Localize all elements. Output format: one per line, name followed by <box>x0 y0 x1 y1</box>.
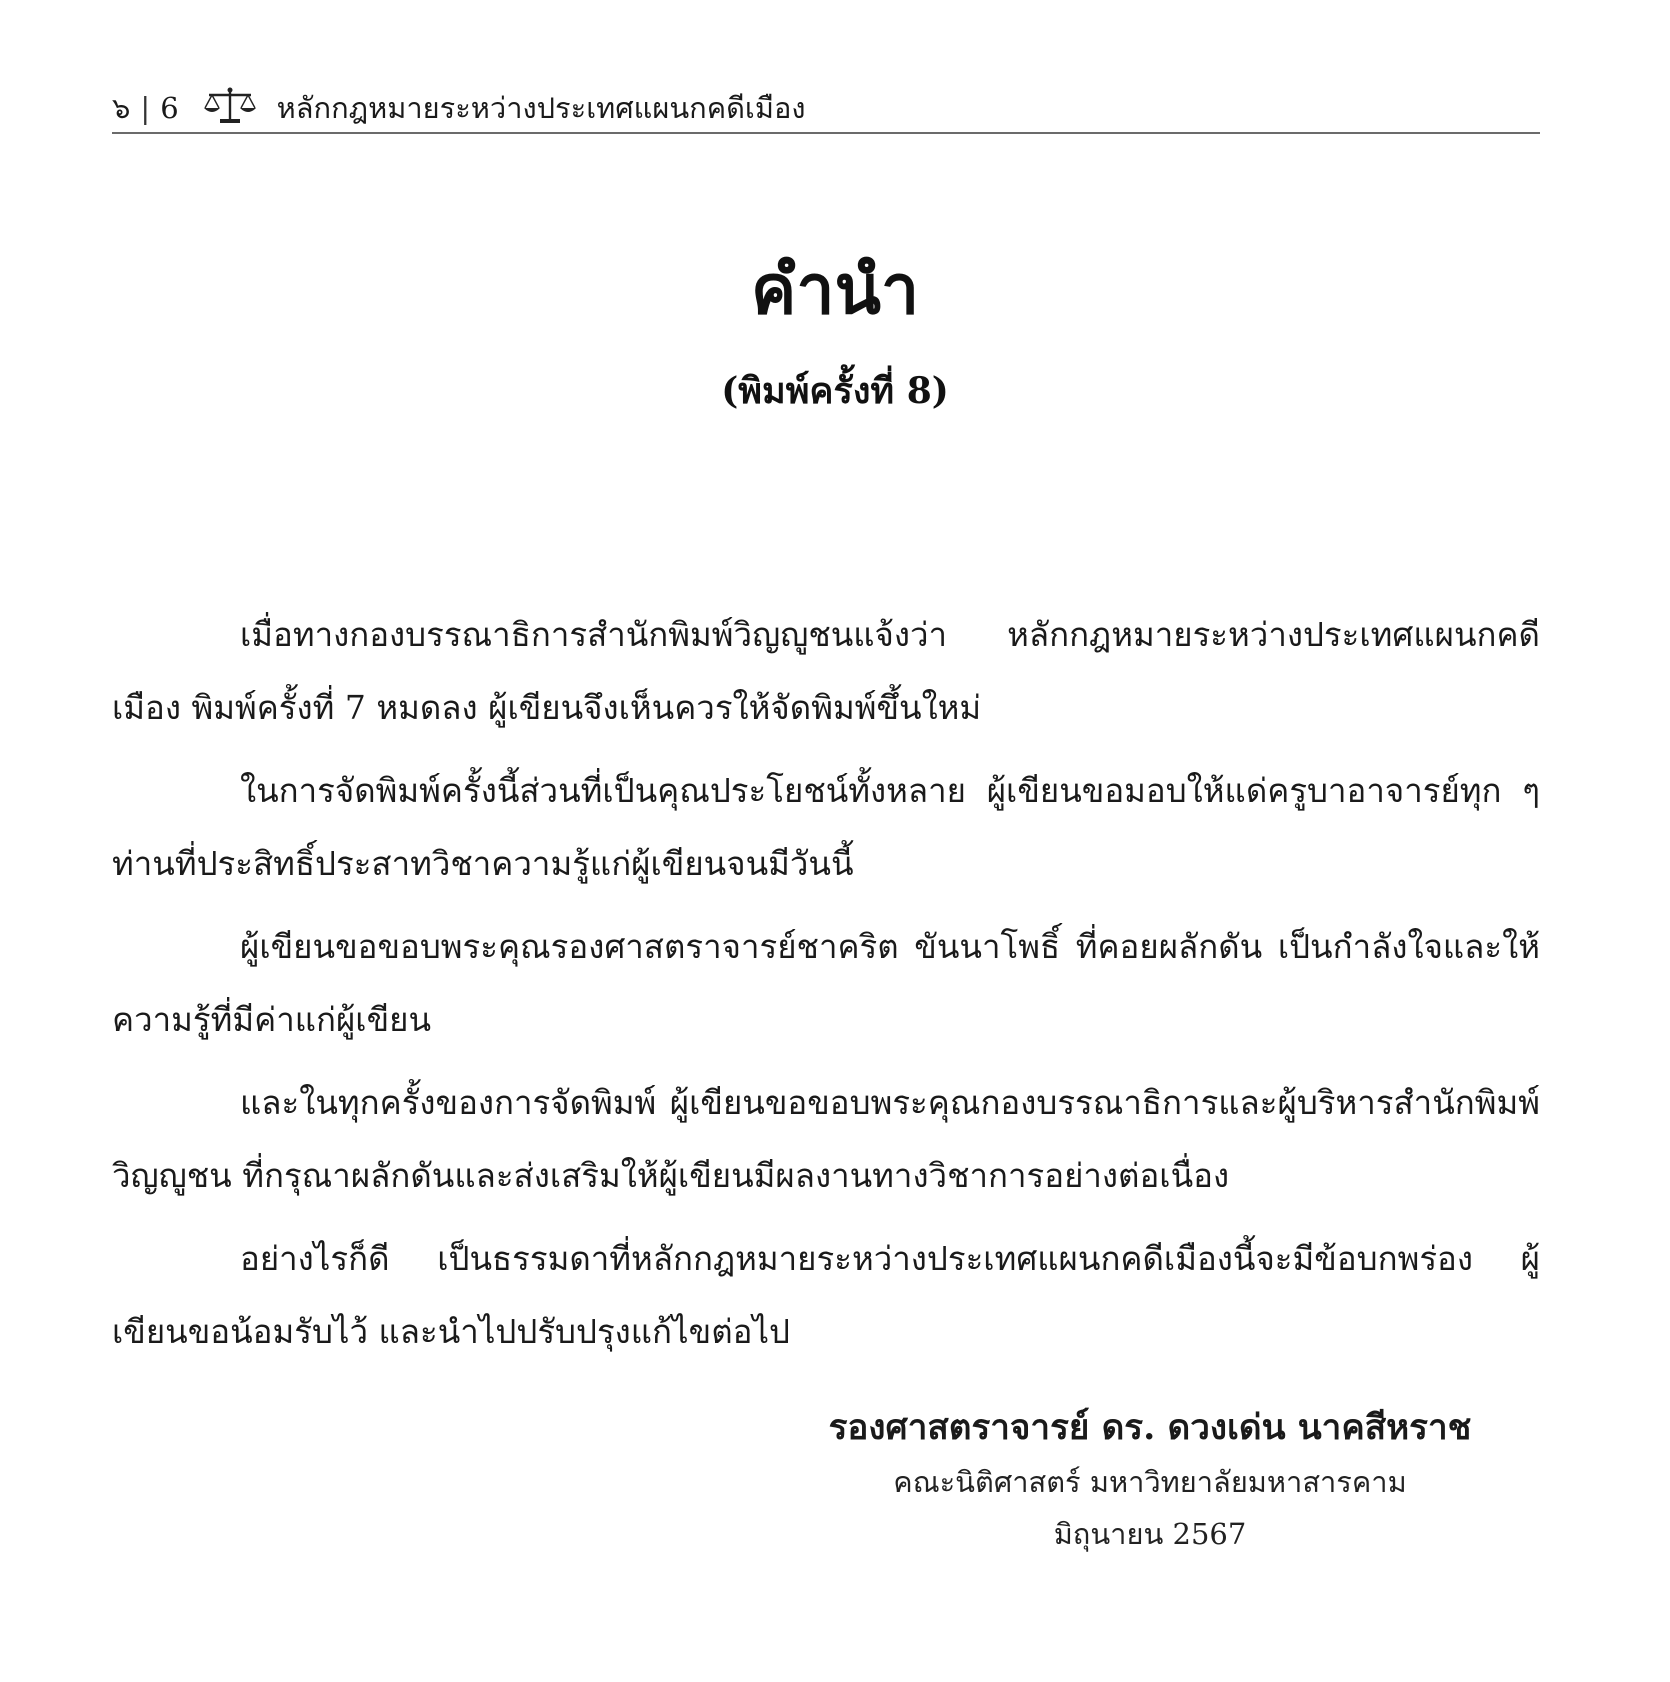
paragraph: ผู้เขียนขอขอบพระคุณรองศาสตราจารย์ชาคริต ขันนาโพธิ์ ที่คอยผลักดัน เป็นกำลังใจและให้ความรู้ที่มีค่าแก่ผู้เขียน <box>112 927 1540 1039</box>
page-number-arabic: 6 <box>160 91 179 125</box>
author-affiliation: คณะนิติศาสตร์ มหาวิทยาลัยมหาสารคาม <box>893 1465 1407 1499</box>
page-subtitle: (พิมพ์ครั้งที่ 8) <box>721 370 949 412</box>
author-signature <box>810 1400 1490 1560</box>
page-number <box>112 90 179 126</box>
scales-of-justice-icon <box>201 86 259 126</box>
paragraph: และในทุกครั้งของการจัดพิมพ์ ผู้เขียนขอขอบพระคุณกองบรรณาธิการและผู้บริหารสำนักพิมพ์วิญญูชน ที่กรุณาผลักดันและส่งเสริมให้ผู้เขียนมีผลงานทางวิชาการอย่างต่อเนื่อง <box>112 1083 1540 1195</box>
running-title: หลักกฎหมายระหว่างประเทศแผนกคดีเมือง <box>276 91 806 125</box>
page-title: คำนำ <box>750 250 920 330</box>
signature-date: มิถุนายน 2567 <box>1053 1517 1247 1551</box>
author-name: รองศาสตราจารย์ ดร. ดวงเด่น นาคสีหราช <box>828 1407 1472 1448</box>
paragraph: อย่างไรก็ดี เป็นธรรมดาที่หลักกฎหมายระหว่างประเทศแผนกคดีเมืองนี้จะมีข้อบกพร่อง ผู้เขียนขอน้อมรับไว้ และนำไปปรับปรุงแก้ไขต่อไป <box>112 1239 1540 1351</box>
running-header <box>112 88 1540 134</box>
paragraph: เมื่อทางกองบรรณาธิการสำนักพิมพ์วิญญูชนแจ้งว่า หลักกฎหมายระหว่างประเทศแผนกคดีเมือง พิมพ์ครั้งที่ 7 หมดลง ผู้เขียนจึงเห็นควรให้จัดพิมพ์ขึ้นใหม่ <box>112 615 1540 727</box>
paragraph: ในการจัดพิมพ์ครั้งนี้ส่วนที่เป็นคุณประโยชน์ทั้งหลาย ผู้เขียนขอมอบให้แด่ครูบาอาจารย์ทุก ๆ ท่านที่ประสิทธิ์ประสาทวิชาความรู้แก่ผู้เขียนจนมีวันนี้ <box>112 771 1540 883</box>
preface-body <box>112 598 1540 1378</box>
page-number-separator: | <box>140 91 151 125</box>
page-number-thai: ๖ <box>112 91 131 125</box>
